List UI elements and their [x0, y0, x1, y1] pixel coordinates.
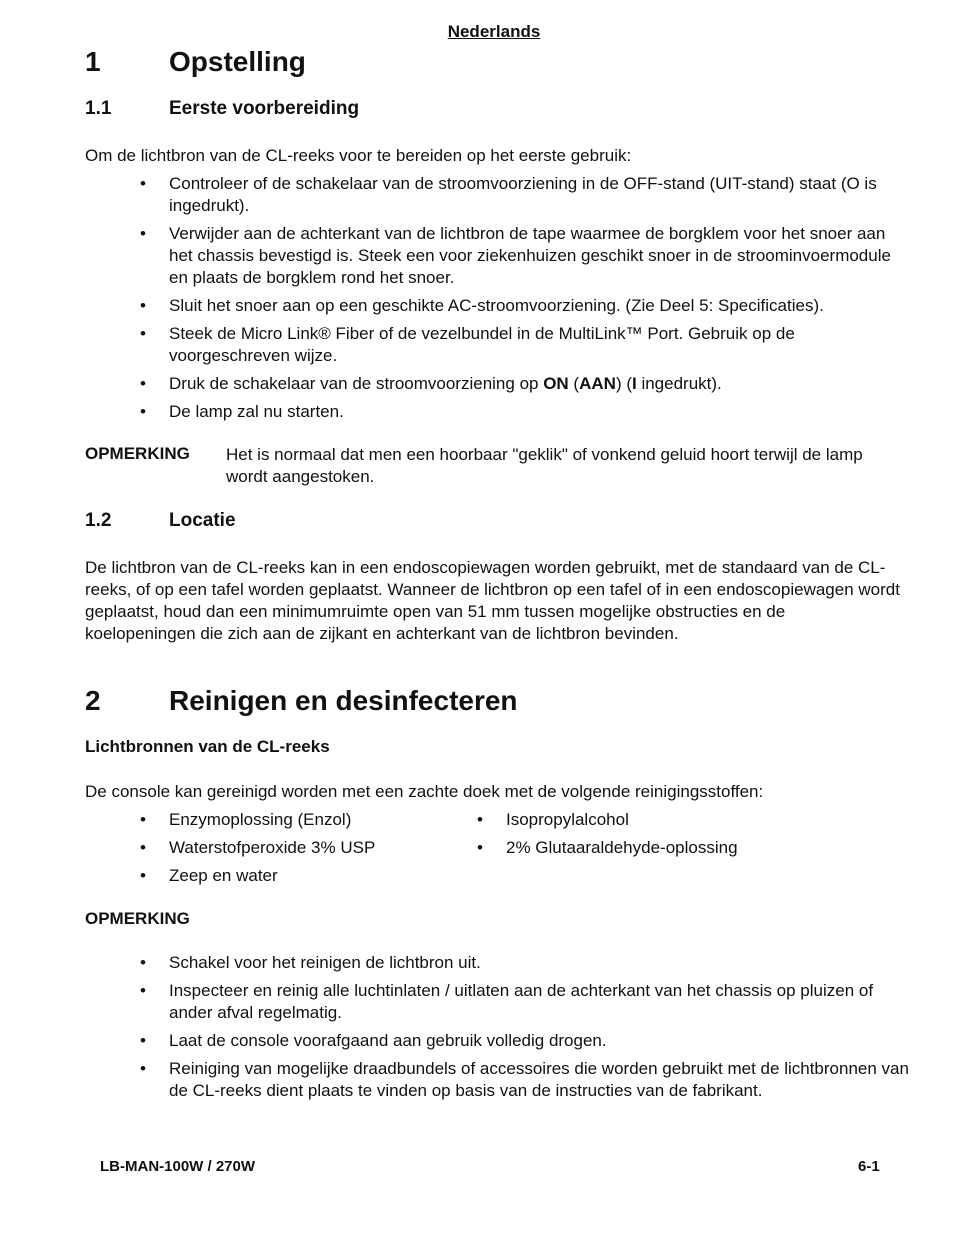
cleaning-note-label: OPMERKING: [85, 909, 190, 928]
location-paragraph: De lichtbron van de CL-reeks kan in een endoscopiewagen worden gebruikt, met de standaard van de CL-reeks, of op een tafel worden geplaatst. Wanneer de lichtbron op een tafel of in een endoscopiewagen wordt geplaatst, houd dan een minimumruimte open van 51 mm tussen mogelijke obstructies en de koelopeningen die zich aan de zijkant en achterkant van de lichtbron bevinden.: [85, 558, 900, 643]
section-2-title: Reinigen en desinfecteren: [169, 685, 518, 716]
list-item: • Waterstofperoxide 3% USP: [140, 838, 376, 857]
list-item: • Reiniging van mogelijke draadbundels of accessoires die worden gebruikt met de lichtbronnen van de CL-reeks dient plaats te vinden op basis van de instructies van de fabrikant.: [140, 1059, 909, 1100]
list-item: • Schakel voor het reinigen de lichtbron uit.: [140, 953, 481, 972]
language-header: Nederlands: [447, 22, 541, 41]
list-item: • Laat de console voorafgaand aan gebruik volledig drogen.: [140, 1031, 607, 1050]
list-item: • De lamp zal nu starten.: [140, 402, 344, 421]
list-item: • Steek de Micro Link® Fiber of de vezelbundel in de MultiLink™ Port. Gebruik op de voorgeschreven wijze.: [140, 324, 795, 365]
note-text: Het is normaal dat men een hoorbaar "geklik" of vonkend geluid hoort terwijl de lamp wordt aangestoken.: [226, 445, 863, 486]
section-2-subtitle: Lichtbronnen van de CL-reeks: [85, 737, 330, 756]
section-1-1-number: 1.1: [85, 98, 112, 119]
section-1-1-title: Eerste voorbereiding: [169, 98, 360, 119]
cleaning-note-list: [140, 952, 910, 1108]
section-2-intro: De console kan gereinigd worden met een zachte doek met de volgende reinigingsstoffen:: [85, 782, 764, 801]
section-1-1-intro: Om de lichtbron van de CL-reeks voor te bereiden op het eerste gebruik:: [85, 146, 632, 165]
list-item: • Isopropylalcohol: [477, 810, 629, 829]
list-item: • Verwijder aan de achterkant van de lichtbron de tape waarmee de borgklem voor het snoer aan het chassis bevestigd is. Steek een voor ziekenhuizen geschikt snoer in de stroominvoermodule en plaats de borgklem rond het snoer.: [140, 224, 891, 287]
cleaning-agents-right: [477, 809, 907, 865]
section-1-title: Opstelling: [169, 46, 306, 77]
list-item: • Zeep en water: [140, 866, 278, 885]
section-1-2-title: Locatie: [169, 510, 236, 531]
note-label: OPMERKING: [85, 444, 190, 463]
list-item: • Enzymoplossing (Enzol): [140, 810, 352, 829]
section-1-number: 1: [85, 46, 101, 77]
list-item: • Sluit het snoer aan op een geschikte AC-stroomvoorziening. (Zie Deel 5: Specificaties).: [140, 296, 824, 315]
section-2-number: 2: [85, 685, 101, 716]
list-item: • Controleer of de schakelaar van de stroomvoorziening in de OFF-stand (UIT-stand) staat (O is ingedrukt).: [140, 174, 877, 215]
cleaning-agents-left: [140, 809, 470, 893]
list-item: • 2% Glutaaraldehyde-oplossing: [477, 838, 738, 857]
section-1-2-number: 1.2: [85, 510, 112, 531]
list-item: • Inspecteer en reinig alle luchtinlaten / uitlaten aan de achterkant van het chassis op pluizen of ander afval regelmatig.: [140, 981, 874, 1022]
footer-page-number: 6-1: [858, 1158, 880, 1175]
preparation-list: [140, 173, 910, 429]
list-item: • Druk de schakelaar van de stroomvoorziening op ON (AAN) (I ingedrukt).: [140, 374, 722, 393]
footer-doc-id: LB-MAN-100W / 270W: [100, 1158, 256, 1175]
